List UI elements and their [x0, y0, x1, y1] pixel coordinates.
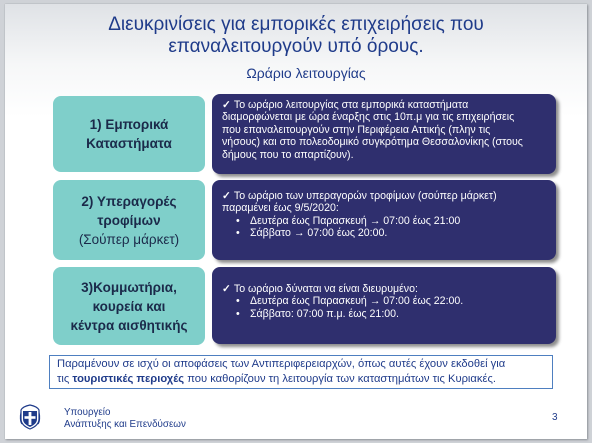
category-label: τροφίμων: [97, 212, 161, 228]
checkmark-icon: ✓: [222, 99, 231, 111]
description-line: ✓ Το ωράριο των υπεραγορών τροφίμων (σούπερ μάρκετ): [222, 190, 497, 202]
page-number: 3: [552, 412, 558, 423]
description-box-supermarkets: [212, 180, 556, 260]
description-line: παραμένει έως 9/5/2020:: [222, 202, 339, 215]
category-box-salons: [53, 267, 205, 345]
checkmark-icon: ✓: [222, 283, 231, 295]
bullet-icon: •: [236, 214, 240, 227]
schedule-bullet: • Σάββατο → 07:00 έως 20:00.: [236, 227, 388, 240]
description-line: διαμορφώνεται με ώρα έναρξης στις 10π.μ για τις επιχειρήσεις: [222, 111, 515, 124]
note-text: τις: [57, 373, 70, 385]
title-line-2: επαναλειτουργούν υπό όρους.: [168, 36, 424, 57]
description-line: ✓ Το ωράριο δύναται να είναι διευρυμένο:: [222, 283, 418, 295]
description-box-salons: [212, 267, 556, 344]
checkmark-icon: ✓: [222, 190, 231, 202]
description-line: ✓ Το ωράριο λειτουργίας στα εμπορικά καταστήματα: [222, 99, 469, 111]
greek-coat-of-arms-logo-icon: [19, 404, 41, 430]
category-label: 2) Υπεραγορές: [81, 193, 177, 209]
schedule-bullet: • Δευτέρα έως Παρασκευή → 07:00 έως 22:00.: [236, 295, 464, 308]
category-box-supermarkets: [53, 180, 205, 260]
description-line: δήμους που το απαρτίζουν).: [222, 148, 354, 161]
ministry-name: [64, 407, 186, 431]
title-line-1: Διευκρινίσεις για εμπορικές επιχειρήσεις που: [108, 14, 484, 35]
category-label: Καταστήματα: [86, 136, 172, 151]
category-label: 3)Κομμωτήρια,: [81, 279, 177, 295]
bullet-icon: •: [236, 227, 240, 240]
category-sublabel: (Σούπερ μάρκετ): [78, 231, 180, 247]
note-text: που καθορίζουν τη λειτουργία των καταστημάτων τις Κυριακές.: [187, 373, 496, 385]
description-line: που επαναλειτουργούν στην Περιφέρεια Αττικής (πλην τις: [222, 123, 491, 136]
note-emphasis: τουριστικές περιοχές: [72, 373, 185, 385]
slide-subtitle: Ωράριο λειτουργίας: [246, 65, 366, 81]
ministry-line: Ανάπτυξης και Επενδύσεων: [64, 419, 186, 430]
bullet-icon: •: [236, 307, 240, 320]
description-box-retail: [212, 94, 556, 174]
schedule-bullet: • Σάββατο: 07:00 π.μ. έως 21:00.: [236, 307, 399, 320]
schedule-bullet: • Δευτέρα έως Παρασκευή → 07:00 έως 21:00: [236, 214, 461, 227]
slide-title: [5, 14, 587, 58]
category-label: κουρεία και: [92, 298, 166, 314]
note-text: Παραμένουν σε ισχύ οι αποφάσεις των Αντιπεριφερειαρχών, όπως αυτές έχουν εκδοθεί για: [57, 358, 506, 370]
category-label: κέντρα αισθητικής: [70, 317, 188, 333]
presentation-slide: [5, 4, 587, 439]
category-box-retail: [53, 96, 205, 172]
note-box: [49, 355, 553, 389]
description-line: νήσους) και στο πολεοδομικό συγκρότημα Θεσσαλονίκης (στους: [222, 136, 523, 149]
bullet-icon: •: [236, 295, 240, 308]
category-label: 1) Εμπορικά: [89, 117, 169, 132]
ministry-line: Υπουργείο: [64, 407, 111, 418]
